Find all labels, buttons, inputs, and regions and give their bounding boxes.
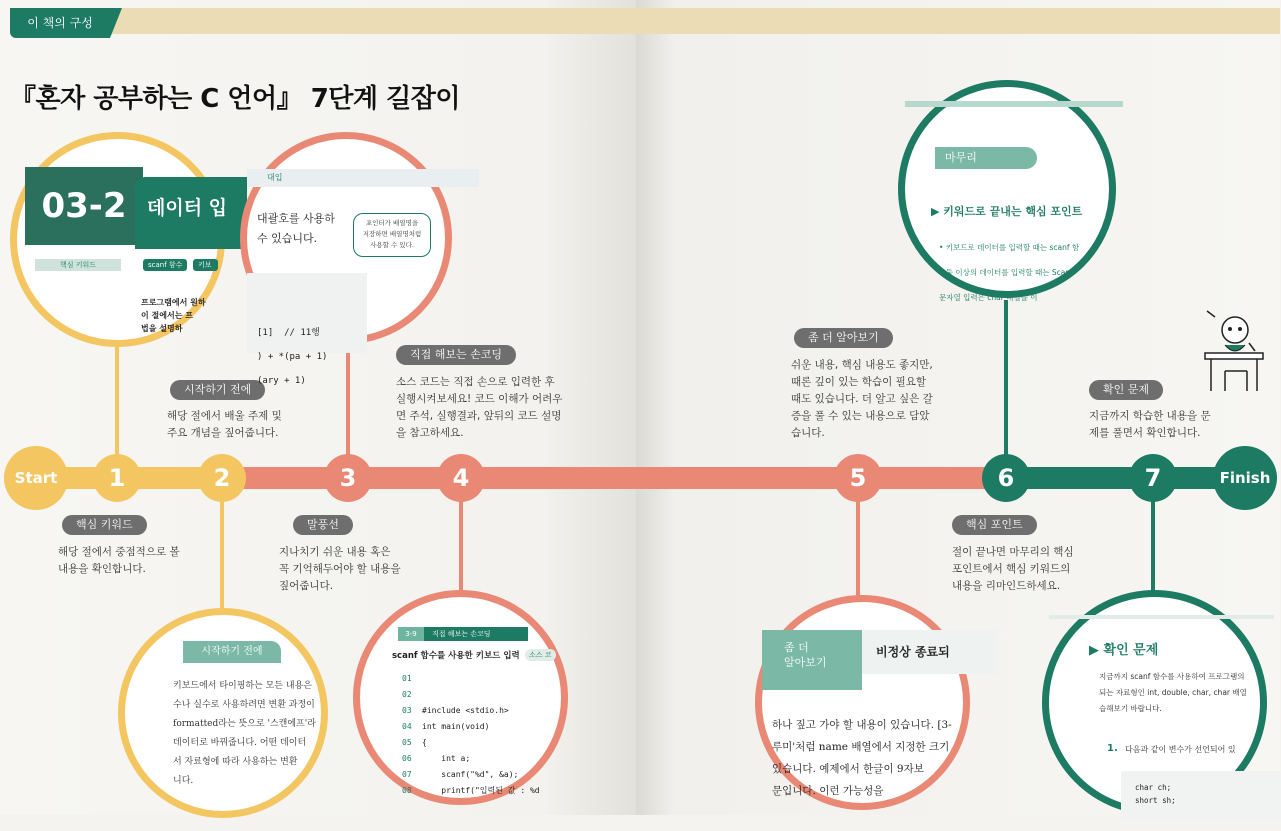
quiz-heading: ▶ 확인 문제 <box>1089 643 1159 658</box>
keyword-tag-1: scanf 함수 <box>143 259 187 271</box>
wrap-up-bullets: • 키보드로 데이터를 입력할 때는 scanf 함 • 둘 이상의 데이터를 입력할 때는 Scan 문자열 입력은 char 배열을 이 <box>939 243 1080 302</box>
start-marker: Start <box>4 446 68 510</box>
desc-learn-more: 쉬운 내용, 핵심 내용도 좋지만, 때론 깊이 있는 학습이 필요할 때도 있습니다. 더 알고 싶은 갈 증을 풀 수 있는 내용으로 담았 습니다. <box>791 359 933 439</box>
quiz-question-text: 다음과 같이 변수가 선언되어 있 <box>1125 745 1236 754</box>
station-1: 1 <box>93 454 141 502</box>
quiz-intro-text: 지금까지 scanf 함수를 사용하여 프로그램의 되는 자료형인 int, double, char, char 배열 습해보기 바랍니다. <box>1099 672 1247 713</box>
wrap-up-tab: 마무리 <box>935 147 1037 169</box>
desc-hand-coding: 소스 코드는 직접 손으로 입력한 후 실행시켜보세요! 코드 이해가 어려우 면 주석, 실행결과, 앞뒤의 코드 설명 을 참고하세요. <box>396 376 563 439</box>
station-7: 7 <box>1129 454 1177 502</box>
before-start-tab: 시작하기 전에 <box>183 641 281 663</box>
mascot-illustration <box>1195 305 1270 395</box>
keyword-badge: 핵심 키워드 <box>35 259 121 271</box>
page-title: 『혼자 공부하는 C 언어』 7단계 길잡이 <box>10 84 460 114</box>
zoom-circle-chapter <box>10 132 228 347</box>
desc-core-keyword: 해당 절에서 중점적으로 볼 내용을 확인합니다. <box>58 546 180 575</box>
quiz-top-line <box>1049 615 1274 619</box>
before-start-text: 키보드에서 타이핑하는 모든 내용은 수나 실수로 사용하려면 변환 과정이 formatted라는 뜻으로 '스캔에프'라 데이터로 바꿔줍니다. 어떤 데이터 서 자료형에 따라 사용하는 변환 니다. <box>173 681 316 786</box>
label-speech-bubble: 말풍선 <box>293 515 353 535</box>
quiz-code-box: char ch; short sh; <box>1121 771 1281 821</box>
station-3: 3 <box>324 454 372 502</box>
bubble-top-bar: 대입 <box>247 169 479 187</box>
station-2: 2 <box>198 454 246 502</box>
desc-check-quiz: 지금까지 학습한 내용을 문 제를 풀면서 확인합니다. <box>1089 410 1211 439</box>
quiz-question-number: 1. <box>1107 743 1118 754</box>
wrap-up-top-line <box>905 101 1123 107</box>
chapter-intro-text: 프로그램에서 원하 이 절에서는 프 법을 설명하 <box>141 298 206 333</box>
label-check-quiz: 확인 문제 <box>1089 380 1163 400</box>
zoom-circle-check-quiz <box>1042 590 1267 815</box>
code-line-numbers: 01 02 03 04 05 06 07 08 <box>402 674 412 795</box>
station-6: 6 <box>982 454 1030 502</box>
code-heading: scanf 함수를 사용한 키보드 입력 <box>392 651 520 661</box>
code-section-number: 3-9 <box>398 627 424 641</box>
code-source-tag: 소스 코 <box>525 649 556 661</box>
section-tab: 이 책의 구성 <box>10 8 110 38</box>
label-hand-coding: 직접 해보는 손코딩 <box>396 345 516 365</box>
speech-bubble: 포인터가 배열명을 저장하면 배열명처럼 사용할 수 있다. <box>353 213 431 257</box>
zoom-circle-learn-more <box>755 595 970 810</box>
label-core-keyword: 핵심 키워드 <box>62 515 147 535</box>
learn-more-text: 하나 짚고 가야 할 내용이 있습니다. [3- 루미'처럼 name 배열에서 지정한 크기 있습니다. 예제에서 한글이 9자보 문입니다. 이런 가능성을 <box>772 719 952 797</box>
learn-more-tab: 좀 더 알아보기 <box>762 630 862 690</box>
bubble-code-snippet: [1] // 11행 ) + *(pa + 1) (ary + 1) <box>247 273 367 353</box>
bubble-body-text: 대괄호를 사용하 수 있습니다. <box>257 212 335 245</box>
zoom-circle-hand-coding <box>353 590 568 805</box>
zoom-circle-bubble <box>240 132 452 386</box>
zoom-circle-wrap-up <box>898 80 1116 302</box>
station-4: 4 <box>437 454 485 502</box>
chapter-heading: 데이터 입 <box>135 177 247 249</box>
desc-core-point: 절이 끝나면 마무리의 핵심 포인트에서 핵심 키워드의 내용을 리마인드하세요. <box>952 546 1074 592</box>
station-5: 5 <box>834 454 882 502</box>
keyword-tag-2: 키보드로 <box>193 259 218 271</box>
code-section-tab: 직접 해보는 손코딩 <box>424 627 528 641</box>
label-core-point: 핵심 포인트 <box>952 515 1037 535</box>
zoom-circle-before-start <box>118 608 328 818</box>
code-lines: #include <stdio.h> int main(void) { int a; scanf("%d", &a); printf("입력된 값 : %d <box>422 706 540 795</box>
desc-before-start: 해당 절에서 배울 주제 및 주요 개념을 짚어줍니다. <box>167 410 282 439</box>
chapter-number: 03-2 <box>25 167 143 245</box>
label-before-start: 시작하기 전에 <box>170 380 265 400</box>
finish-marker: Finish <box>1213 446 1277 510</box>
wrap-up-heading: ▶ 키워드로 끝내는 핵심 포인트 <box>931 205 1083 218</box>
desc-speech-bubble: 지나치기 쉬운 내용 혹은 꼭 기억해두어야 할 내용을 짚어줍니다. <box>279 546 401 592</box>
learn-more-heading: 비정상 종료되 <box>862 630 996 674</box>
label-learn-more: 좀 더 알아보기 <box>794 328 893 348</box>
